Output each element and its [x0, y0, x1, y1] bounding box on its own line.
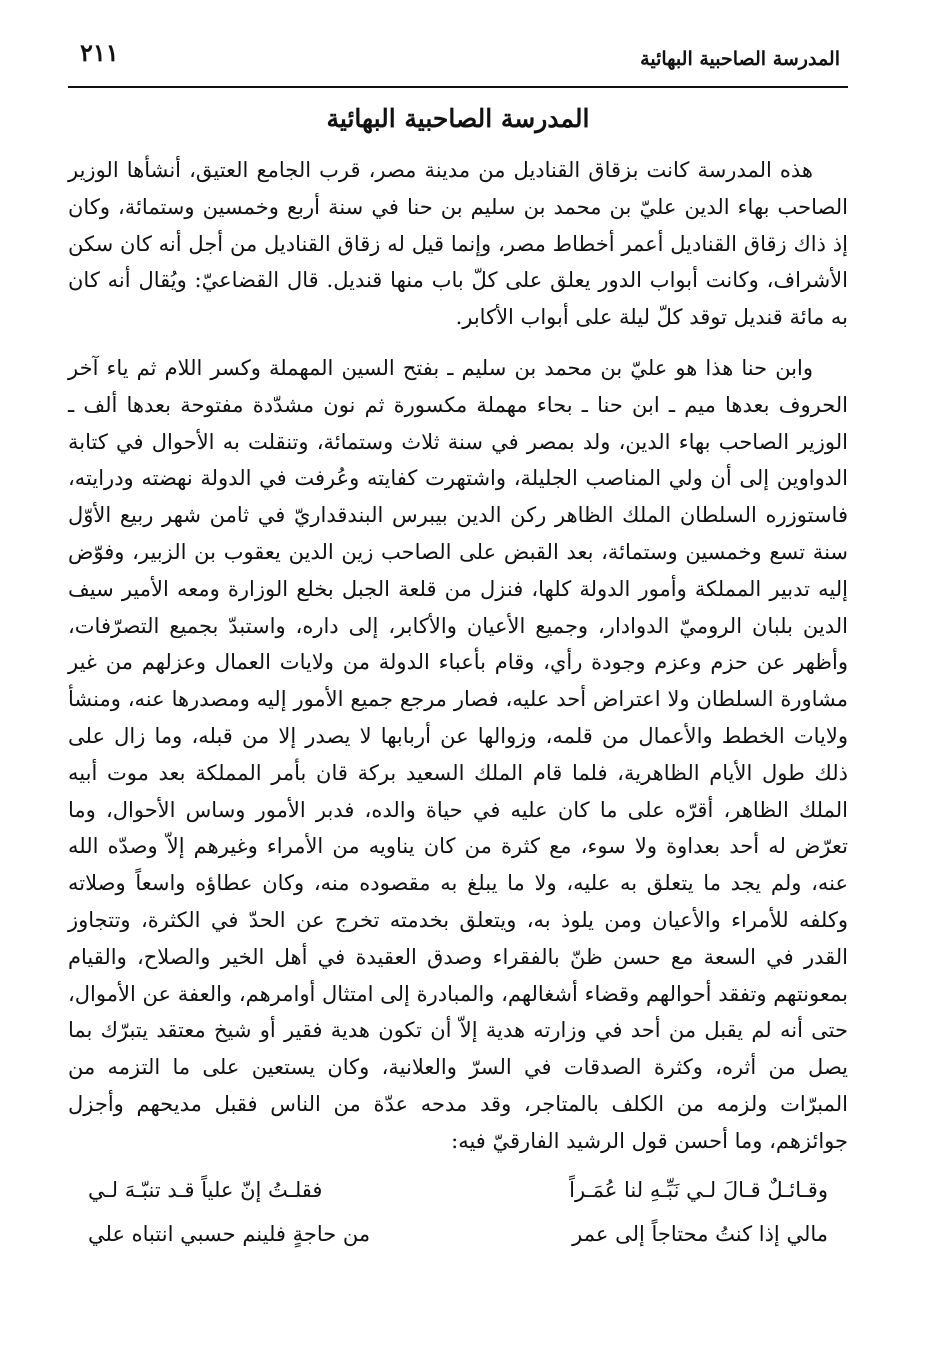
paragraph-biography: وابن حنا هذا هو عليّ بن محمد بن سليم ـ بفتح السين المهملة وكسر اللام ثم ياء آخر الحروف بعدها ميم ـ ابن حنا ـ بحاء مهملة مكسورة ثم نون مشدّدة مفتوحة بعدها ألف ـ الوزير الصاحب بهاء الدين، ولد بمصر في سنة ثلاث وستمائة، وتنقلت به الأحوال في كتابة الدواوين إلى أن ولي المناصب الجليلة، واشتهرت كفايته وعُرفت في الدولة نهضته ودرايته، فاستوزره السلطان الملك الظاهر ركن الدين بيبرس البندقداريّ في ثامن شهر ربيع الأوّل سنة تسع وخمسين وستمائة، بعد القبض على الصاحب زين الدين يعقوب بن الزبير، وفوّض إليه تدبير المملكة وأمور الدولة كلها، فنزل من قلعة الجبل بخلع الوزارة ومعه الأمير سيف الدين بلبان الروميّ الدوادار، وجميع الأعيان والأكابر، إلى داره، واستبدّ بجميع التصرّفات، وأظهر عن حزم وعزم وجودة رأي، وقام بأعباء الدولة من ولايات العمال وعزلهم من غير مشاورة السلطان ولا اعتراض أحد عليه، فصار مرجع جميع الأمور إليه ومصدرها عنه، ومنشأ ولايات الخطط والأعمال من قلمه، وزوالها عن أربابها لا يصدر إلا من قبله، وما زال على ذلك طول الأيام الظاهرية، فلما قام الملك السعيد بركة قان بأمر المملكة بعد موت أبيه الملك الظاهر، أقرّه على ما كان عليه في حياة والده، فدبر الأمور وساس الأحوال، وما تعرّض له أحد بعداوة ولا سوء، مع كثرة من كان يناويه من الأمراء وغيرهم إلاّ وصدّه الله عنه، ولم يجد ما يتعلق به عليه، ولا ما يبلغ به مقصوده منه، وكان عطاؤه واسعاً وصلاته وكلفه للأمراء والأعيان ومن يلوذ به، ويتعلق بخدمته تخرج عن الحدّ في الكثرة، وتتجاوز القدر في السعة مع حسن ظنّ بالفقراء وصدق العقيدة في أهل الخير والصلاح، والقيام بمعونتهم وتفقد أحوالهم وقضاء أشغالهم، والمبادرة إلى امتثال أوامرهم، والعفة عن الأموال، حتى أنه لم يقبل من أحد في وزارته هدية إلاّ أن تكون هدية فقير أو شيخ معتقد يتبرّك بما يصل من أثره، وكثرة الصدقات في السرّ والعلانية، وكان يستعين على ما التزمه من المبرّات ولزمه من الكلف بالمتاجر، وقد مدحه عدّة من الناس فقبل مديحهم وأجزل جوائزهم، وما أحسن قول الرشيد الفارقيّ فيه: [68, 355, 848, 1153]
book-page [68, 28, 848, 1266]
paragraph-intro: هذه المدرسة كانت بزقاق القناديل من مدينة مصر، قرب الجامع العتيق، أنشأها الوزير الصاحب بهاء الدين عليّ بن محمد بن سليم بن حنا في سنة أربع وخمسين وستمائة، وكان إذ ذاك زقاق القناديل أعمر أخطاط مصر، وإنما قيل له زقاق القناديل من أجل أنه كان سكن الأشراف، وكانت أبواب الدور يعلق على كلّ باب منها قنديل. قال القضاعيّ: ويُقال أنه كان به مائة قنديل توقد كلّ ليلة على أبواب الأكابر. [68, 158, 848, 330]
poem-hemistich-second: فقلـتُ إنّ علياً قـد تنبّـهَ لـي [88, 1177, 323, 1202]
chapter-title: المدرسة الصاحبية البهائية [326, 104, 590, 133]
poem-hemistich-first: مالي إذا كنتُ محتاجاً إلى عمر [572, 1221, 828, 1246]
poem-hemistich-first: وقـائـلٌ قـالَ لـي نَبِّـهِ لنا عُمَـراً [569, 1177, 828, 1202]
poem [68, 1178, 848, 1266]
poem-line [68, 1222, 848, 1266]
running-title: المدرسة الصاحبية البهائية [640, 48, 840, 70]
poem-hemistich-second: من حاجةٍ فلينم حسبي انتباه علي [88, 1221, 371, 1246]
page-number: ٢١١ [80, 38, 119, 67]
poem-line [68, 1178, 848, 1222]
running-header [68, 28, 848, 88]
